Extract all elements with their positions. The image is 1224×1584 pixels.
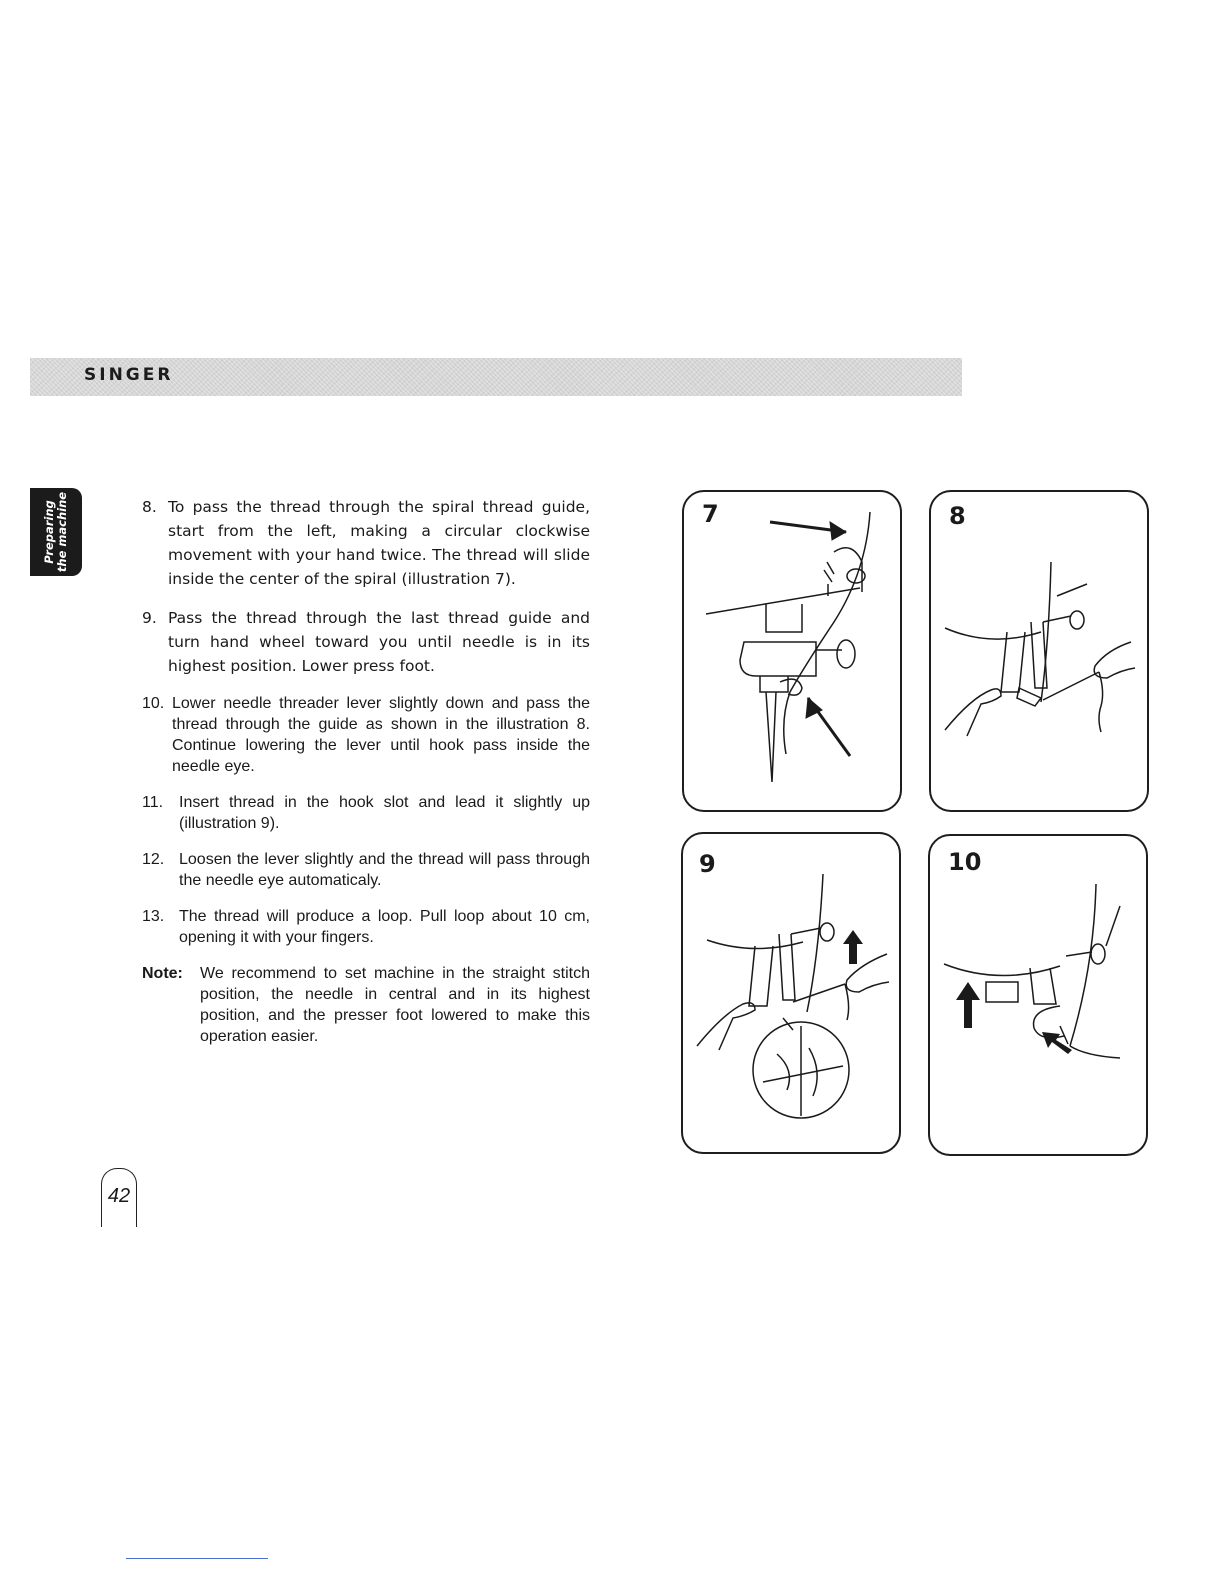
- bottom-rule: [126, 1558, 268, 1559]
- step-text: Pass the thread through the last thread guide and turn hand wheel toward you until needle is in its highest position. Lower press foot.: [168, 609, 590, 675]
- note: [142, 963, 590, 1047]
- step-text: Loosen the lever slightly and the thread will pass through the needle eye automaticaly.: [179, 851, 590, 889]
- step-number: 8.: [142, 498, 157, 516]
- step-number: 13.: [142, 908, 165, 925]
- step-text: The thread will produce a loop. Pull loop about 10 cm, opening it with your fingers.: [179, 908, 590, 946]
- page-number-box: [101, 1168, 137, 1227]
- step-number: 9.: [142, 609, 157, 627]
- step-text: Lower needle threader lever slightly down and pass the thread through the guide as shown in the illustration 8. Continue lowering the lever until hook pass inside the needle eye.: [172, 695, 590, 775]
- step-item: [142, 606, 590, 678]
- instruction-steps: [142, 495, 590, 1047]
- step-item: [142, 495, 590, 591]
- thread-loop-drawing: [930, 836, 1146, 1154]
- step-item: [142, 906, 590, 948]
- step-item: [142, 693, 590, 777]
- note-text: We recommend to set machine in the straight stitch position, the needle in central and in its highest position, and the presser foot lowered to make this operation easier.: [200, 965, 590, 1045]
- illustration-number: 10: [948, 848, 982, 876]
- page-number: 42: [107, 1185, 131, 1207]
- needle-threader-drawing: [931, 492, 1147, 810]
- brand-logo: SINGER: [84, 365, 174, 385]
- illustration-number: 8: [949, 502, 966, 530]
- step-number: 11.: [142, 794, 164, 811]
- illustration-9: [681, 832, 901, 1154]
- step-item: [142, 792, 590, 834]
- section-tab: [30, 488, 82, 576]
- illustration-number: 9: [699, 850, 716, 878]
- section-tab-line-1: Preparing: [42, 500, 56, 564]
- header-band: [30, 358, 962, 396]
- section-tab-label: [43, 492, 69, 572]
- illustration-7: [682, 490, 902, 812]
- step-number: 10.: [142, 695, 165, 712]
- hook-slot-drawing: [683, 834, 899, 1152]
- step-number: 12.: [142, 851, 165, 868]
- step-text: To pass the thread through the spiral thread guide, start from the left, making a circular clockwise movement with your hand twice. The thread will slide inside the center of the spiral (illustration 7).: [168, 498, 590, 588]
- illustration-8: [929, 490, 1149, 812]
- step-item: [142, 849, 590, 891]
- illustration-10: [928, 834, 1148, 1156]
- spiral-guide-drawing: [684, 492, 900, 810]
- note-label: Note:: [142, 965, 183, 982]
- section-tab-line-2: the machine: [55, 491, 69, 573]
- step-text: Insert thread in the hook slot and lead it slightly up (illustration 9).: [179, 794, 590, 832]
- illustration-number: 7: [702, 500, 719, 528]
